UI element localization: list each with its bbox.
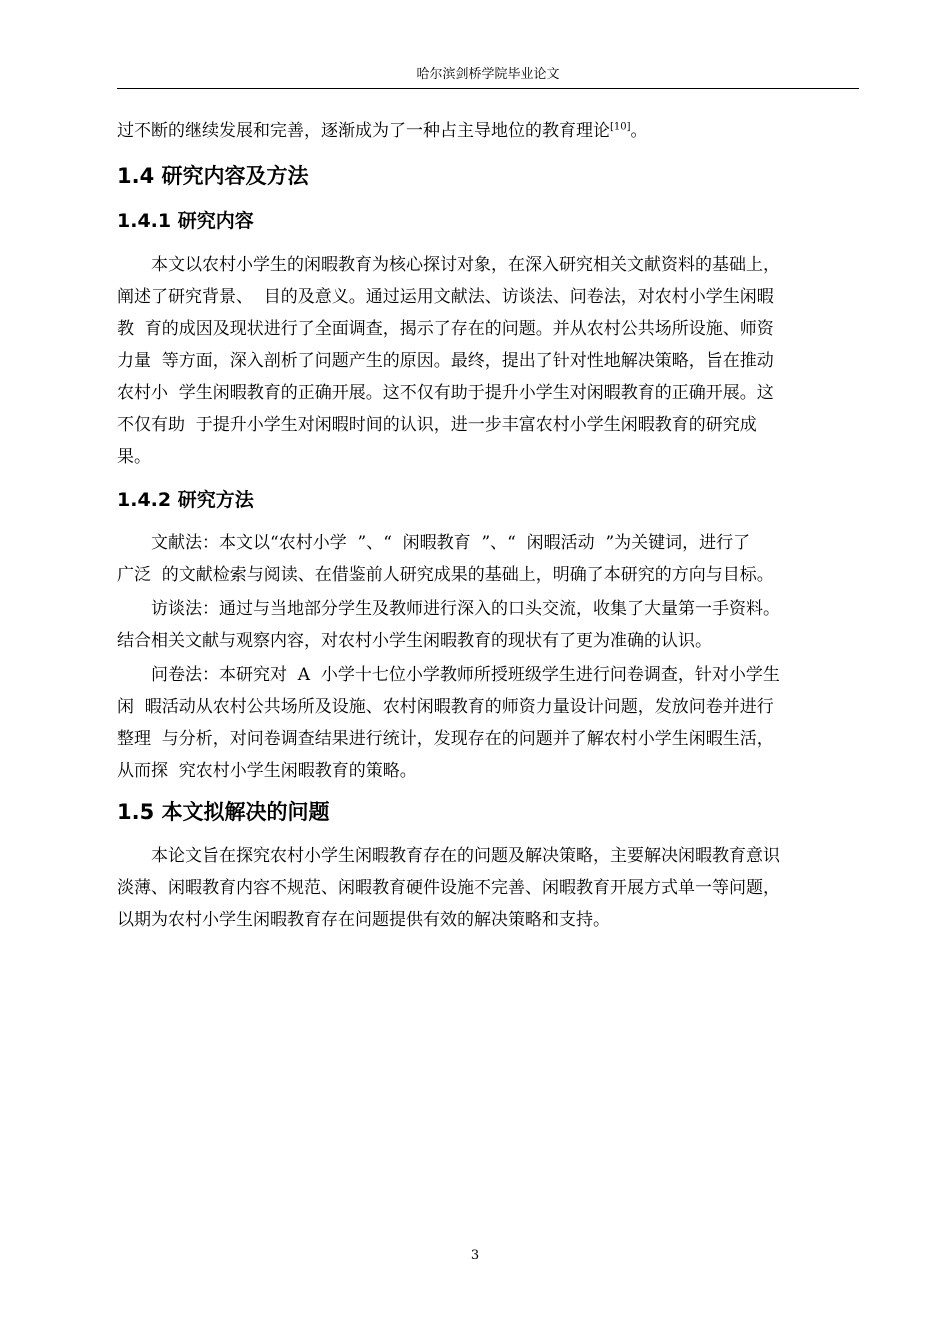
paragraph-line: 力量 等方面，深入剖析了问题产生的原因。最终，提出了针对性地解决策略，旨在推动 (117, 351, 774, 371)
paragraph-line: 本文以农村小学生的闲暇教育为核心探讨对象，在深入研究相关文献资料的基础上， (151, 255, 780, 275)
paragraph-line: 阐述了研究背景、 目的及意义。通过运用文献法、访谈法、问卷法，对农村小学生闲暇 (117, 287, 774, 307)
intro-paragraph (117, 115, 859, 147)
paragraph-line: 果。 (117, 447, 151, 467)
paragraph-line: 文献法：本文以“农村小学 ”、“ 闲暇教育 ”、“ 闲暇活动 ”为关键词，进行了 (151, 533, 751, 553)
page-number: 3 (470, 1248, 480, 1263)
running-header: 哈尔滨剑桥学院毕业论文 (416, 67, 560, 82)
paragraph-line: 闲 暇活动从农村公共场所及设施、农村闲暇教育的师资力量设计问题，发放问卷并进行 (117, 697, 774, 717)
section-heading-1-4: 1.4 研究内容及方法 (117, 164, 309, 188)
questionnaire-method-paragraph (117, 659, 859, 787)
subsection-heading-1-4-1: 1.4.1 研究内容 (117, 210, 254, 232)
paragraph-line: 广泛 的文献检索与阅读、在借鉴前人研究成果的基础上，明确了本研究的方向与目标。 (117, 565, 774, 585)
subsection-heading-1-4-2: 1.4.2 研究方法 (117, 489, 254, 511)
intro-end: 。 (630, 121, 648, 141)
paragraph-line: 从而探 究农村小学生闲暇教育的策略。 (117, 761, 417, 781)
paragraph-line: 以期为农村小学生闲暇教育存在问题提供有效的解决策略和支持。 (117, 910, 610, 930)
paragraph-line: 农村小 学生闲暇教育的正确开展。这不仅有助于提升小学生对闲暇教育的正确开展。这 (117, 383, 774, 403)
literature-method-paragraph (117, 527, 859, 591)
header-divider (117, 88, 859, 89)
paragraph-line: 教 育的成因及现状进行了全面调查，揭示了存在的问题。并从农村公共场所设施、师资 (117, 319, 774, 339)
paragraph-line: 问卷法：本研究对 A 小学十七位小学教师所授班级学生进行问卷调查，针对小学生 (151, 665, 780, 685)
research-content-paragraph (117, 249, 859, 473)
paragraph-line: 整理 与分析，对问卷调查结果进行统计，发现存在的问题并了解农村小学生闲暇生活， (117, 729, 774, 749)
interview-method-paragraph (117, 593, 859, 657)
paragraph-line: 访谈法：通过与当地部分学生及教师进行深入的口头交流，收集了大量第一手资料。 (151, 599, 780, 619)
paragraph-line: 本论文旨在探究农村小学生闲暇教育存在的问题及解决策略，主要解决闲暇教育意识 (151, 846, 780, 866)
paragraph-line: 淡薄、闲暇教育内容不规范、闲暇教育硬件设施不完善、闲暇教育开展方式单一等问题， (117, 878, 780, 898)
section-heading-1-5: 1.5 本文拟解决的问题 (117, 800, 330, 824)
paragraph-line: 不仅有助 于提升小学生对闲暇时间的认识，进一步丰富农村小学生闲暇教育的研究成 (117, 415, 757, 435)
problems-paragraph (117, 840, 859, 936)
paragraph-line: 结合相关文献与观察内容，对农村小学生闲暇教育的现状有了更为准确的认识。 (117, 631, 712, 651)
intro-text: 过不断的继续发展和完善，逐渐成为了一种占主导地位的教育理论 (117, 121, 610, 141)
citation-ref: [10] (610, 121, 631, 133)
